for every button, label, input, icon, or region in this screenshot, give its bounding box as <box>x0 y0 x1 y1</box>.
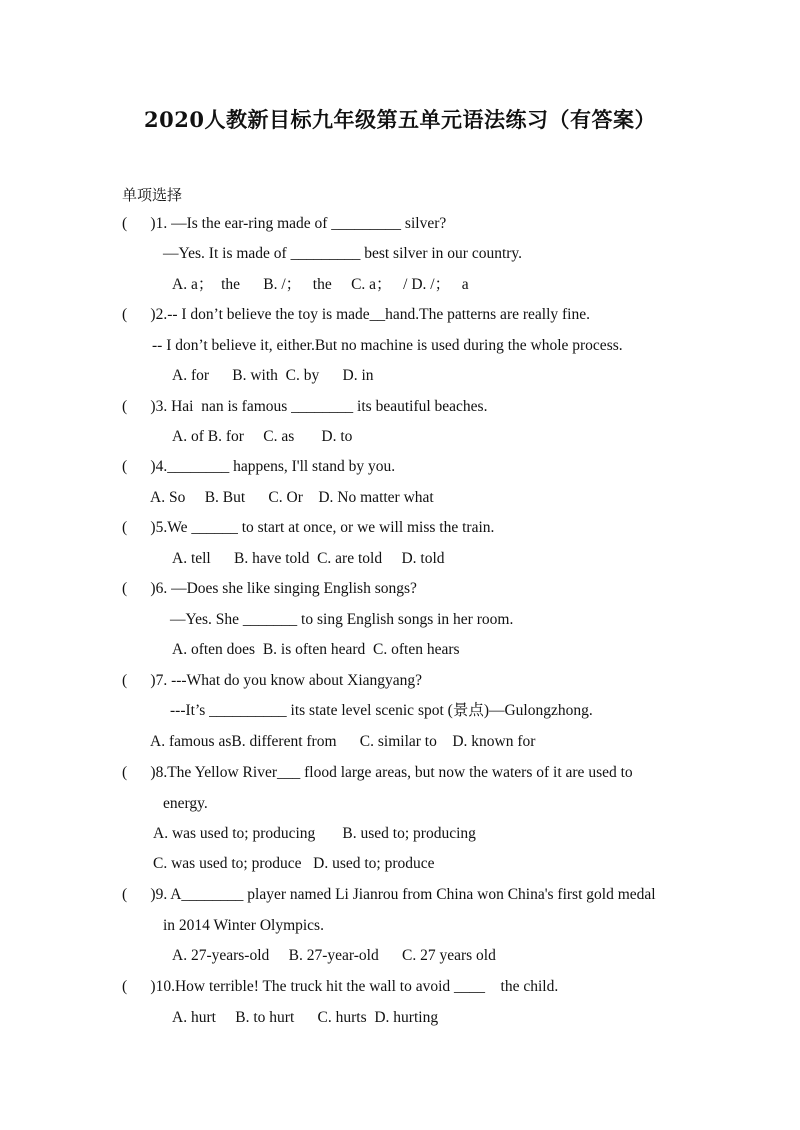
q4-options: A. So B. But C. Or D. No matter what <box>150 489 434 506</box>
q1-dialogue: —Yes. It is made of _________ best silver in our country. <box>163 245 523 262</box>
q2-dialogue: -- I don’t believe it, either.But no machine is used during the whole process. <box>152 337 623 354</box>
q5-options: A. tell B. have told C. are told D. told <box>172 550 445 567</box>
q4-stem: ( )4.________ happens, I'll stand by you. <box>122 458 396 475</box>
q7-stem: ( )7. ---What do you know about Xiangyang? <box>122 672 423 689</box>
q9-options: A. 27-years-old B. 27-year-old C. 27 years old <box>172 947 496 964</box>
q8-stem: ( )8.The Yellow River___ flood large areas, but now the waters of it are used to <box>122 764 633 781</box>
q8-stem-cont: energy. <box>163 795 208 812</box>
q3-options: A. of B. for C. as D. to <box>172 428 353 445</box>
page-title: 2020人教新目标九年级第五单元语法练习（有答案） <box>144 107 656 132</box>
q3-stem: ( )3. Hai nan is famous ________ its beautiful beaches. <box>122 398 488 415</box>
q9-stem-cont: in 2014 Winter Olympics. <box>163 917 324 934</box>
q1-stem: ( )1. —Is the ear-ring made of _________ silver? <box>122 215 447 232</box>
q6-dialogue: —Yes. She _______ to sing English songs in her room. <box>170 611 514 628</box>
q8-options-ab: A. was used to; producing B. used to; producing <box>153 825 476 842</box>
section-heading: 单项选择 <box>122 186 183 204</box>
q2-options: A. for B. with C. by D. in <box>172 367 374 384</box>
q1-options: A. a； the B. /； the C. a； / D. /； a <box>172 276 469 293</box>
q10-options: A. hurt B. to hurt C. hurts D. hurting <box>172 1009 439 1026</box>
q7-dialogue: ---It’s __________ its state level scenic spot (景点)—Gulongzhong. <box>170 702 593 719</box>
q10-stem: ( )10.How terrible! The truck hit the wall to avoid ____ the child. <box>122 978 559 995</box>
q5-stem: ( )5.We ______ to start at once, or we will miss the train. <box>122 519 495 536</box>
q6-stem: ( )6. —Does she like singing English songs? <box>122 580 417 597</box>
q8-options-cd: C. was used to; produce D. used to; produce <box>153 855 435 872</box>
q2-stem: ( )2.-- I don’t believe the toy is made__hand.The patterns are really fine. <box>122 306 590 323</box>
q9-stem: ( )9. A________ player named Li Jianrou from China won China's first gold medal <box>122 886 656 903</box>
q6-options: A. often does B. is often heard C. often hears <box>172 641 460 658</box>
q7-options: A. famous asB. different from C. similar to D. known for <box>150 733 536 750</box>
